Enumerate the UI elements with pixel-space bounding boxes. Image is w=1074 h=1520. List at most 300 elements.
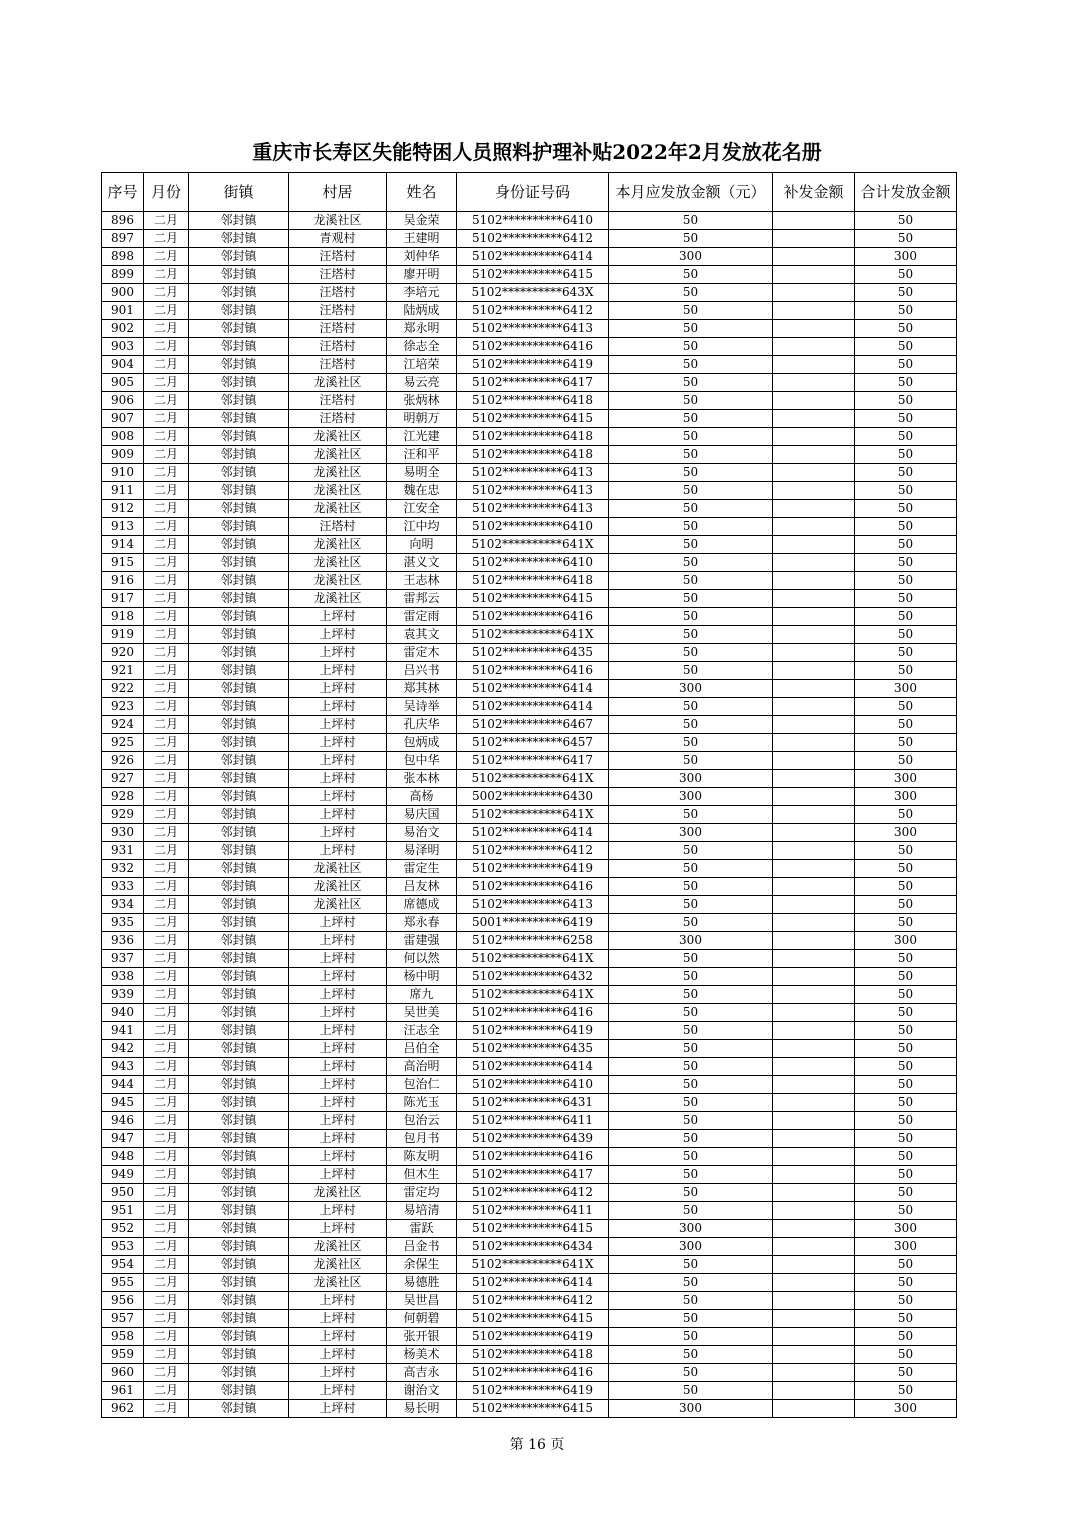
cell-monthly-amount: 50 xyxy=(609,1184,773,1202)
cell-village: 上坪村 xyxy=(289,1346,387,1364)
cell-village: 龙溪社区 xyxy=(289,1256,387,1274)
col-header-id-number: 身份证号码 xyxy=(457,173,609,212)
cell-index: 923 xyxy=(102,698,144,716)
table-row xyxy=(102,842,957,860)
cell-month: 二月 xyxy=(144,932,189,950)
cell-village: 上坪村 xyxy=(289,824,387,842)
table-row xyxy=(102,1328,957,1346)
cell-town: 邻封镇 xyxy=(189,1040,289,1058)
cell-village: 上坪村 xyxy=(289,644,387,662)
cell-village: 龙溪社区 xyxy=(289,860,387,878)
cell-monthly-amount: 50 xyxy=(609,338,773,356)
cell-village: 龙溪社区 xyxy=(289,428,387,446)
cell-back-pay xyxy=(773,1256,855,1274)
cell-name: 雷定雨 xyxy=(387,608,457,626)
cell-total-amount: 50 xyxy=(855,1022,957,1040)
cell-village: 上坪村 xyxy=(289,806,387,824)
cell-total-amount: 50 xyxy=(855,500,957,518)
cell-index: 940 xyxy=(102,1004,144,1022)
cell-total-amount: 50 xyxy=(855,662,957,680)
cell-monthly-amount: 50 xyxy=(609,842,773,860)
cell-monthly-amount: 50 xyxy=(609,1328,773,1346)
cell-name: 高治明 xyxy=(387,1058,457,1076)
cell-monthly-amount: 50 xyxy=(609,500,773,518)
cell-town: 邻封镇 xyxy=(189,968,289,986)
cell-monthly-amount: 300 xyxy=(609,1400,773,1418)
cell-monthly-amount: 50 xyxy=(609,698,773,716)
cell-back-pay xyxy=(773,212,855,230)
cell-town: 邻封镇 xyxy=(189,770,289,788)
col-header-name: 姓名 xyxy=(387,173,457,212)
cell-monthly-amount: 50 xyxy=(609,734,773,752)
col-header-month: 月份 xyxy=(144,173,189,212)
cell-name: 何朝碧 xyxy=(387,1310,457,1328)
cell-name: 雷建强 xyxy=(387,932,457,950)
cell-month: 二月 xyxy=(144,986,189,1004)
cell-back-pay xyxy=(773,1076,855,1094)
cell-index: 954 xyxy=(102,1256,144,1274)
cell-index: 897 xyxy=(102,230,144,248)
cell-total-amount: 50 xyxy=(855,446,957,464)
cell-index: 907 xyxy=(102,410,144,428)
cell-back-pay xyxy=(773,500,855,518)
cell-village: 上坪村 xyxy=(289,1328,387,1346)
table-row xyxy=(102,320,957,338)
cell-village: 龙溪社区 xyxy=(289,590,387,608)
cell-name: 李培元 xyxy=(387,284,457,302)
cell-town: 邻封镇 xyxy=(189,554,289,572)
cell-month: 二月 xyxy=(144,698,189,716)
cell-monthly-amount: 50 xyxy=(609,1274,773,1292)
cell-town: 邻封镇 xyxy=(189,1058,289,1076)
cell-town: 邻封镇 xyxy=(189,1022,289,1040)
cell-month: 二月 xyxy=(144,320,189,338)
col-header-monthly-amount: 本月应发放金额（元） xyxy=(609,173,773,212)
cell-back-pay xyxy=(773,536,855,554)
cell-index: 947 xyxy=(102,1130,144,1148)
cell-total-amount: 50 xyxy=(855,302,957,320)
cell-back-pay xyxy=(773,446,855,464)
table-row xyxy=(102,1382,957,1400)
cell-village: 上坪村 xyxy=(289,608,387,626)
cell-monthly-amount: 50 xyxy=(609,374,773,392)
cell-back-pay xyxy=(773,374,855,392)
cell-monthly-amount: 50 xyxy=(609,1004,773,1022)
cell-village: 汪塔村 xyxy=(289,356,387,374)
cell-back-pay xyxy=(773,1112,855,1130)
cell-total-amount: 50 xyxy=(855,914,957,932)
cell-total-amount: 50 xyxy=(855,860,957,878)
cell-id-number: 5102**********6413 xyxy=(457,482,609,500)
cell-monthly-amount: 50 xyxy=(609,518,773,536)
cell-name: 雷邦云 xyxy=(387,590,457,608)
cell-index: 914 xyxy=(102,536,144,554)
cell-back-pay xyxy=(773,410,855,428)
cell-total-amount: 50 xyxy=(855,392,957,410)
cell-total-amount: 300 xyxy=(855,932,957,950)
cell-village: 上坪村 xyxy=(289,914,387,932)
cell-index: 949 xyxy=(102,1166,144,1184)
cell-village: 上坪村 xyxy=(289,1400,387,1418)
table-row xyxy=(102,410,957,428)
cell-village: 龙溪社区 xyxy=(289,464,387,482)
cell-index: 909 xyxy=(102,446,144,464)
cell-monthly-amount: 50 xyxy=(609,356,773,374)
cell-monthly-amount: 50 xyxy=(609,212,773,230)
cell-id-number: 5102**********6413 xyxy=(457,896,609,914)
cell-total-amount: 50 xyxy=(855,1256,957,1274)
cell-id-number: 5102**********6417 xyxy=(457,752,609,770)
table-row xyxy=(102,824,957,842)
cell-index: 953 xyxy=(102,1238,144,1256)
cell-month: 二月 xyxy=(144,1310,189,1328)
cell-index: 900 xyxy=(102,284,144,302)
cell-town: 邻封镇 xyxy=(189,518,289,536)
cell-month: 二月 xyxy=(144,1094,189,1112)
cell-total-amount: 50 xyxy=(855,1058,957,1076)
cell-month: 二月 xyxy=(144,968,189,986)
cell-town: 邻封镇 xyxy=(189,752,289,770)
cell-back-pay xyxy=(773,770,855,788)
cell-village: 上坪村 xyxy=(289,968,387,986)
cell-back-pay xyxy=(773,1004,855,1022)
cell-total-amount: 50 xyxy=(855,1328,957,1346)
cell-total-amount: 50 xyxy=(855,752,957,770)
cell-index: 908 xyxy=(102,428,144,446)
cell-id-number: 5102**********641X xyxy=(457,950,609,968)
cell-village: 上坪村 xyxy=(289,950,387,968)
table-row xyxy=(102,284,957,302)
cell-monthly-amount: 50 xyxy=(609,626,773,644)
cell-back-pay xyxy=(773,896,855,914)
cell-id-number: 5102**********6415 xyxy=(457,1220,609,1238)
table-row xyxy=(102,662,957,680)
cell-village: 龙溪社区 xyxy=(289,1184,387,1202)
cell-monthly-amount: 50 xyxy=(609,1202,773,1220)
cell-total-amount: 50 xyxy=(855,878,957,896)
cell-monthly-amount: 50 xyxy=(609,446,773,464)
table-row xyxy=(102,1346,957,1364)
cell-town: 邻封镇 xyxy=(189,284,289,302)
cell-town: 邻封镇 xyxy=(189,806,289,824)
cell-monthly-amount: 50 xyxy=(609,860,773,878)
cell-name: 吕兴书 xyxy=(387,662,457,680)
cell-back-pay xyxy=(773,986,855,1004)
cell-total-amount: 50 xyxy=(855,1040,957,1058)
cell-monthly-amount: 50 xyxy=(609,266,773,284)
cell-back-pay xyxy=(773,1292,855,1310)
cell-back-pay xyxy=(773,554,855,572)
cell-id-number: 5102**********643X xyxy=(457,284,609,302)
cell-month: 二月 xyxy=(144,1220,189,1238)
cell-total-amount: 50 xyxy=(855,230,957,248)
cell-monthly-amount: 50 xyxy=(609,644,773,662)
cell-index: 944 xyxy=(102,1076,144,1094)
cell-name: 杨中明 xyxy=(387,968,457,986)
cell-total-amount: 50 xyxy=(855,608,957,626)
cell-village: 上坪村 xyxy=(289,842,387,860)
cell-id-number: 5102**********6413 xyxy=(457,320,609,338)
cell-id-number: 5102**********6415 xyxy=(457,410,609,428)
cell-name: 易庆国 xyxy=(387,806,457,824)
cell-index: 896 xyxy=(102,212,144,230)
cell-town: 邻封镇 xyxy=(189,1382,289,1400)
cell-index: 941 xyxy=(102,1022,144,1040)
cell-id-number: 5102**********6416 xyxy=(457,878,609,896)
cell-index: 921 xyxy=(102,662,144,680)
cell-id-number: 5102**********6418 xyxy=(457,446,609,464)
cell-town: 邻封镇 xyxy=(189,1112,289,1130)
cell-town: 邻封镇 xyxy=(189,1310,289,1328)
cell-id-number: 5102**********6414 xyxy=(457,248,609,266)
table-row xyxy=(102,428,957,446)
cell-month: 二月 xyxy=(144,680,189,698)
cell-village: 上坪村 xyxy=(289,1076,387,1094)
cell-index: 962 xyxy=(102,1400,144,1418)
table-row xyxy=(102,1184,957,1202)
cell-index: 948 xyxy=(102,1148,144,1166)
col-header-town: 街镇 xyxy=(189,173,289,212)
cell-id-number: 5102**********6435 xyxy=(457,644,609,662)
table-row xyxy=(102,1148,957,1166)
cell-total-amount: 50 xyxy=(855,320,957,338)
cell-id-number: 5102**********6414 xyxy=(457,824,609,842)
cell-month: 二月 xyxy=(144,626,189,644)
cell-month: 二月 xyxy=(144,914,189,932)
cell-monthly-amount: 50 xyxy=(609,284,773,302)
table-row xyxy=(102,644,957,662)
cell-index: 929 xyxy=(102,806,144,824)
cell-monthly-amount: 50 xyxy=(609,752,773,770)
cell-index: 935 xyxy=(102,914,144,932)
cell-town: 邻封镇 xyxy=(189,824,289,842)
cell-monthly-amount: 50 xyxy=(609,1148,773,1166)
cell-month: 二月 xyxy=(144,284,189,302)
cell-total-amount: 50 xyxy=(855,986,957,1004)
cell-town: 邻封镇 xyxy=(189,1004,289,1022)
cell-total-amount: 50 xyxy=(855,1094,957,1112)
cell-village: 汪塔村 xyxy=(289,320,387,338)
cell-town: 邻封镇 xyxy=(189,500,289,518)
cell-monthly-amount: 50 xyxy=(609,410,773,428)
table-row xyxy=(102,860,957,878)
cell-name: 易云亮 xyxy=(387,374,457,392)
cell-town: 邻封镇 xyxy=(189,986,289,1004)
cell-town: 邻封镇 xyxy=(189,680,289,698)
cell-monthly-amount: 50 xyxy=(609,536,773,554)
cell-town: 邻封镇 xyxy=(189,842,289,860)
cell-index: 943 xyxy=(102,1058,144,1076)
cell-town: 邻封镇 xyxy=(189,698,289,716)
cell-index: 958 xyxy=(102,1328,144,1346)
cell-village: 青观村 xyxy=(289,230,387,248)
table-row xyxy=(102,392,957,410)
cell-name: 但木生 xyxy=(387,1166,457,1184)
cell-index: 939 xyxy=(102,986,144,1004)
cell-back-pay xyxy=(773,1166,855,1184)
cell-town: 邻封镇 xyxy=(189,374,289,392)
cell-monthly-amount: 300 xyxy=(609,1238,773,1256)
cell-monthly-amount: 50 xyxy=(609,1292,773,1310)
cell-total-amount: 50 xyxy=(855,554,957,572)
cell-total-amount: 50 xyxy=(855,644,957,662)
table-row xyxy=(102,1130,957,1148)
cell-id-number: 5102**********641X xyxy=(457,806,609,824)
cell-town: 邻封镇 xyxy=(189,1274,289,1292)
cell-name: 江光建 xyxy=(387,428,457,446)
cell-index: 904 xyxy=(102,356,144,374)
table-row xyxy=(102,770,957,788)
cell-total-amount: 50 xyxy=(855,482,957,500)
cell-index: 950 xyxy=(102,1184,144,1202)
cell-back-pay xyxy=(773,1310,855,1328)
cell-monthly-amount: 300 xyxy=(609,1220,773,1238)
cell-month: 二月 xyxy=(144,842,189,860)
cell-total-amount: 50 xyxy=(855,1382,957,1400)
cell-name: 雷定木 xyxy=(387,644,457,662)
cell-index: 933 xyxy=(102,878,144,896)
cell-back-pay xyxy=(773,464,855,482)
cell-total-amount: 50 xyxy=(855,464,957,482)
cell-name: 吴世昌 xyxy=(387,1292,457,1310)
cell-total-amount: 50 xyxy=(855,1364,957,1382)
cell-total-amount: 50 xyxy=(855,1148,957,1166)
cell-village: 汪塔村 xyxy=(289,266,387,284)
cell-id-number: 5102**********6417 xyxy=(457,1166,609,1184)
cell-index: 934 xyxy=(102,896,144,914)
cell-index: 910 xyxy=(102,464,144,482)
cell-month: 二月 xyxy=(144,806,189,824)
cell-back-pay xyxy=(773,752,855,770)
cell-back-pay xyxy=(773,1274,855,1292)
cell-name: 吴世美 xyxy=(387,1004,457,1022)
cell-town: 邻封镇 xyxy=(189,860,289,878)
cell-month: 二月 xyxy=(144,716,189,734)
cell-village: 龙溪社区 xyxy=(289,374,387,392)
cell-name: 江培荣 xyxy=(387,356,457,374)
table-row xyxy=(102,914,957,932)
cell-back-pay xyxy=(773,1238,855,1256)
cell-id-number: 5102**********6410 xyxy=(457,554,609,572)
cell-total-amount: 50 xyxy=(855,698,957,716)
cell-name: 吕伯全 xyxy=(387,1040,457,1058)
table-row xyxy=(102,608,957,626)
cell-name: 易培清 xyxy=(387,1202,457,1220)
cell-month: 二月 xyxy=(144,1130,189,1148)
cell-id-number: 5102**********6419 xyxy=(457,1022,609,1040)
cell-month: 二月 xyxy=(144,734,189,752)
cell-town: 邻封镇 xyxy=(189,1364,289,1382)
cell-index: 951 xyxy=(102,1202,144,1220)
cell-village: 汪塔村 xyxy=(289,248,387,266)
cell-town: 邻封镇 xyxy=(189,410,289,428)
cell-village: 上坪村 xyxy=(289,1112,387,1130)
cell-total-amount: 50 xyxy=(855,1292,957,1310)
table-row xyxy=(102,1364,957,1382)
cell-index: 927 xyxy=(102,770,144,788)
table-row xyxy=(102,806,957,824)
cell-month: 二月 xyxy=(144,1346,189,1364)
cell-monthly-amount: 50 xyxy=(609,1310,773,1328)
table-row xyxy=(102,968,957,986)
cell-name: 席九 xyxy=(387,986,457,1004)
cell-id-number: 5102**********6418 xyxy=(457,428,609,446)
cell-month: 二月 xyxy=(144,1382,189,1400)
cell-id-number: 5102**********6412 xyxy=(457,302,609,320)
table-row xyxy=(102,536,957,554)
cell-back-pay xyxy=(773,266,855,284)
cell-month: 二月 xyxy=(144,1004,189,1022)
cell-index: 899 xyxy=(102,266,144,284)
cell-month: 二月 xyxy=(144,392,189,410)
cell-monthly-amount: 50 xyxy=(609,1256,773,1274)
cell-monthly-amount: 50 xyxy=(609,1166,773,1184)
cell-id-number: 5102**********6416 xyxy=(457,1148,609,1166)
cell-id-number: 5102**********6418 xyxy=(457,572,609,590)
cell-back-pay xyxy=(773,518,855,536)
cell-village: 龙溪社区 xyxy=(289,482,387,500)
cell-total-amount: 50 xyxy=(855,572,957,590)
table-row xyxy=(102,950,957,968)
cell-town: 邻封镇 xyxy=(189,1328,289,1346)
cell-index: 915 xyxy=(102,554,144,572)
cell-month: 二月 xyxy=(144,1400,189,1418)
cell-index: 931 xyxy=(102,842,144,860)
cell-id-number: 5102**********6413 xyxy=(457,464,609,482)
cell-total-amount: 300 xyxy=(855,788,957,806)
cell-id-number: 5102**********6467 xyxy=(457,716,609,734)
cell-id-number: 5102**********6412 xyxy=(457,230,609,248)
cell-id-number: 5102**********641X xyxy=(457,770,609,788)
cell-month: 二月 xyxy=(144,1202,189,1220)
cell-id-number: 5102**********6415 xyxy=(457,1400,609,1418)
cell-month: 二月 xyxy=(144,860,189,878)
cell-name: 席德成 xyxy=(387,896,457,914)
cell-village: 上坪村 xyxy=(289,1130,387,1148)
table-row xyxy=(102,1040,957,1058)
cell-index: 919 xyxy=(102,626,144,644)
cell-monthly-amount: 50 xyxy=(609,896,773,914)
cell-village: 汪塔村 xyxy=(289,284,387,302)
table-row xyxy=(102,1166,957,1184)
cell-name: 余保生 xyxy=(387,1256,457,1274)
cell-village: 汪塔村 xyxy=(289,410,387,428)
cell-town: 邻封镇 xyxy=(189,590,289,608)
cell-total-amount: 50 xyxy=(855,1076,957,1094)
table-row xyxy=(102,680,957,698)
cell-index: 946 xyxy=(102,1112,144,1130)
cell-monthly-amount: 50 xyxy=(609,320,773,338)
cell-monthly-amount: 300 xyxy=(609,248,773,266)
cell-name: 陈友明 xyxy=(387,1148,457,1166)
cell-name: 雷定生 xyxy=(387,860,457,878)
cell-index: 956 xyxy=(102,1292,144,1310)
cell-village: 上坪村 xyxy=(289,752,387,770)
cell-index: 957 xyxy=(102,1310,144,1328)
cell-month: 二月 xyxy=(144,428,189,446)
cell-name: 明朝万 xyxy=(387,410,457,428)
cell-id-number: 5102**********6435 xyxy=(457,1040,609,1058)
cell-total-amount: 50 xyxy=(855,410,957,428)
cell-name: 吕友林 xyxy=(387,878,457,896)
cell-id-number: 5102**********6411 xyxy=(457,1202,609,1220)
table-row xyxy=(102,518,957,536)
cell-index: 898 xyxy=(102,248,144,266)
table-row xyxy=(102,716,957,734)
cell-id-number: 5102**********6419 xyxy=(457,356,609,374)
cell-total-amount: 50 xyxy=(855,716,957,734)
table-row xyxy=(102,1022,957,1040)
